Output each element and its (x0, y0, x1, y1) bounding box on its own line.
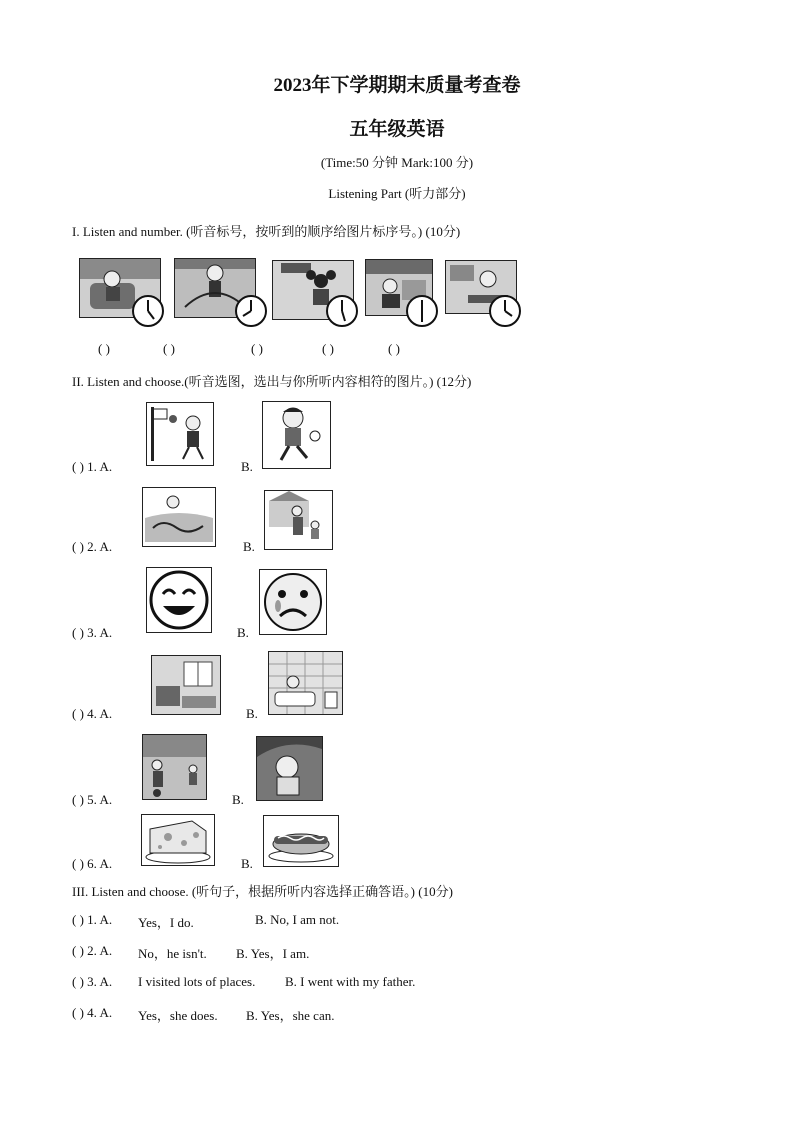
answer-blank[interactable]: ( ) (251, 341, 263, 356)
option-b-label: B. (232, 792, 244, 807)
picture-family-walk (264, 490, 333, 550)
picture-bedroom (151, 655, 221, 715)
picture-swimming (142, 487, 216, 547)
item-label: ( ) 6. A. (72, 856, 113, 871)
clock-icon (131, 294, 165, 328)
item-label: ( ) 1. A. (72, 459, 113, 474)
option-b-text: B. No, I am not. (255, 912, 340, 927)
answer-blank[interactable]: ( ) (98, 341, 110, 356)
answer-blank[interactable]: ( ) (322, 341, 334, 356)
picture-basketball (146, 402, 214, 466)
item-label: ( ) 4. A. (72, 706, 113, 721)
item-label: ( ) 2. A. (72, 943, 113, 958)
clock-icon (405, 294, 439, 328)
picture-street (142, 734, 207, 800)
clock-icon (325, 294, 359, 328)
option-b-text: B. Yes，I am. (236, 946, 310, 961)
item-label: ( ) 3. A. (72, 974, 113, 989)
section3-heading: III. Listen and choose. (听句子，根据所听内容选择正确答语。) (10分) (72, 884, 453, 899)
clock-icon (488, 294, 522, 328)
item-label: ( ) 2. A. (72, 539, 113, 554)
part-heading: Listening Part (听力部分) (328, 186, 466, 201)
option-a-text: Yes，she does. (138, 1008, 218, 1023)
picture-football (262, 401, 331, 469)
sad-face-icon (259, 569, 327, 635)
answer-blank[interactable]: ( ) (388, 341, 400, 356)
option-b-label: B. (241, 459, 253, 474)
picture-hot-dog (263, 815, 339, 867)
picture-cheese (141, 814, 215, 866)
picture-child-reading (256, 736, 323, 801)
option-b-label: B. (246, 706, 258, 721)
section1-heading: I. Listen and number. (听音标号，按听到的顺序给图片标序号。) (10分) (72, 224, 461, 239)
option-b-label: B. (237, 625, 249, 640)
answer-blank[interactable]: ( ) (163, 341, 175, 356)
section2-heading: II. Listen and choose.(听音选图，选出与你所听内容相符的图片。) (12分) (72, 374, 472, 389)
picture-bathroom (268, 651, 343, 715)
option-b-text: B. I went with my father. (285, 974, 416, 989)
option-b-text: B. Yes，she can. (246, 1008, 335, 1023)
option-a-text: No，he isn't. (138, 946, 207, 961)
option-a-text: Yes，I do. (138, 915, 194, 930)
clock-icon (234, 294, 268, 328)
page-title: 2023年下学期期末质量考查卷 (273, 75, 521, 96)
item-label: ( ) 5. A. (72, 792, 113, 807)
exam-info: (Time:50 分钟 Mark:100 分) (320, 155, 474, 170)
item-label: ( ) 4. A. (72, 1005, 113, 1020)
option-b-label: B. (241, 856, 253, 871)
page-subtitle: 五年级英语 (349, 119, 445, 140)
item-label: ( ) 3. A. (72, 625, 113, 640)
option-b-label: B. (243, 539, 255, 554)
option-a-text: I visited lots of places. (138, 974, 256, 989)
item-label: ( ) 1. A. (72, 912, 113, 927)
happy-face-icon (146, 567, 212, 633)
